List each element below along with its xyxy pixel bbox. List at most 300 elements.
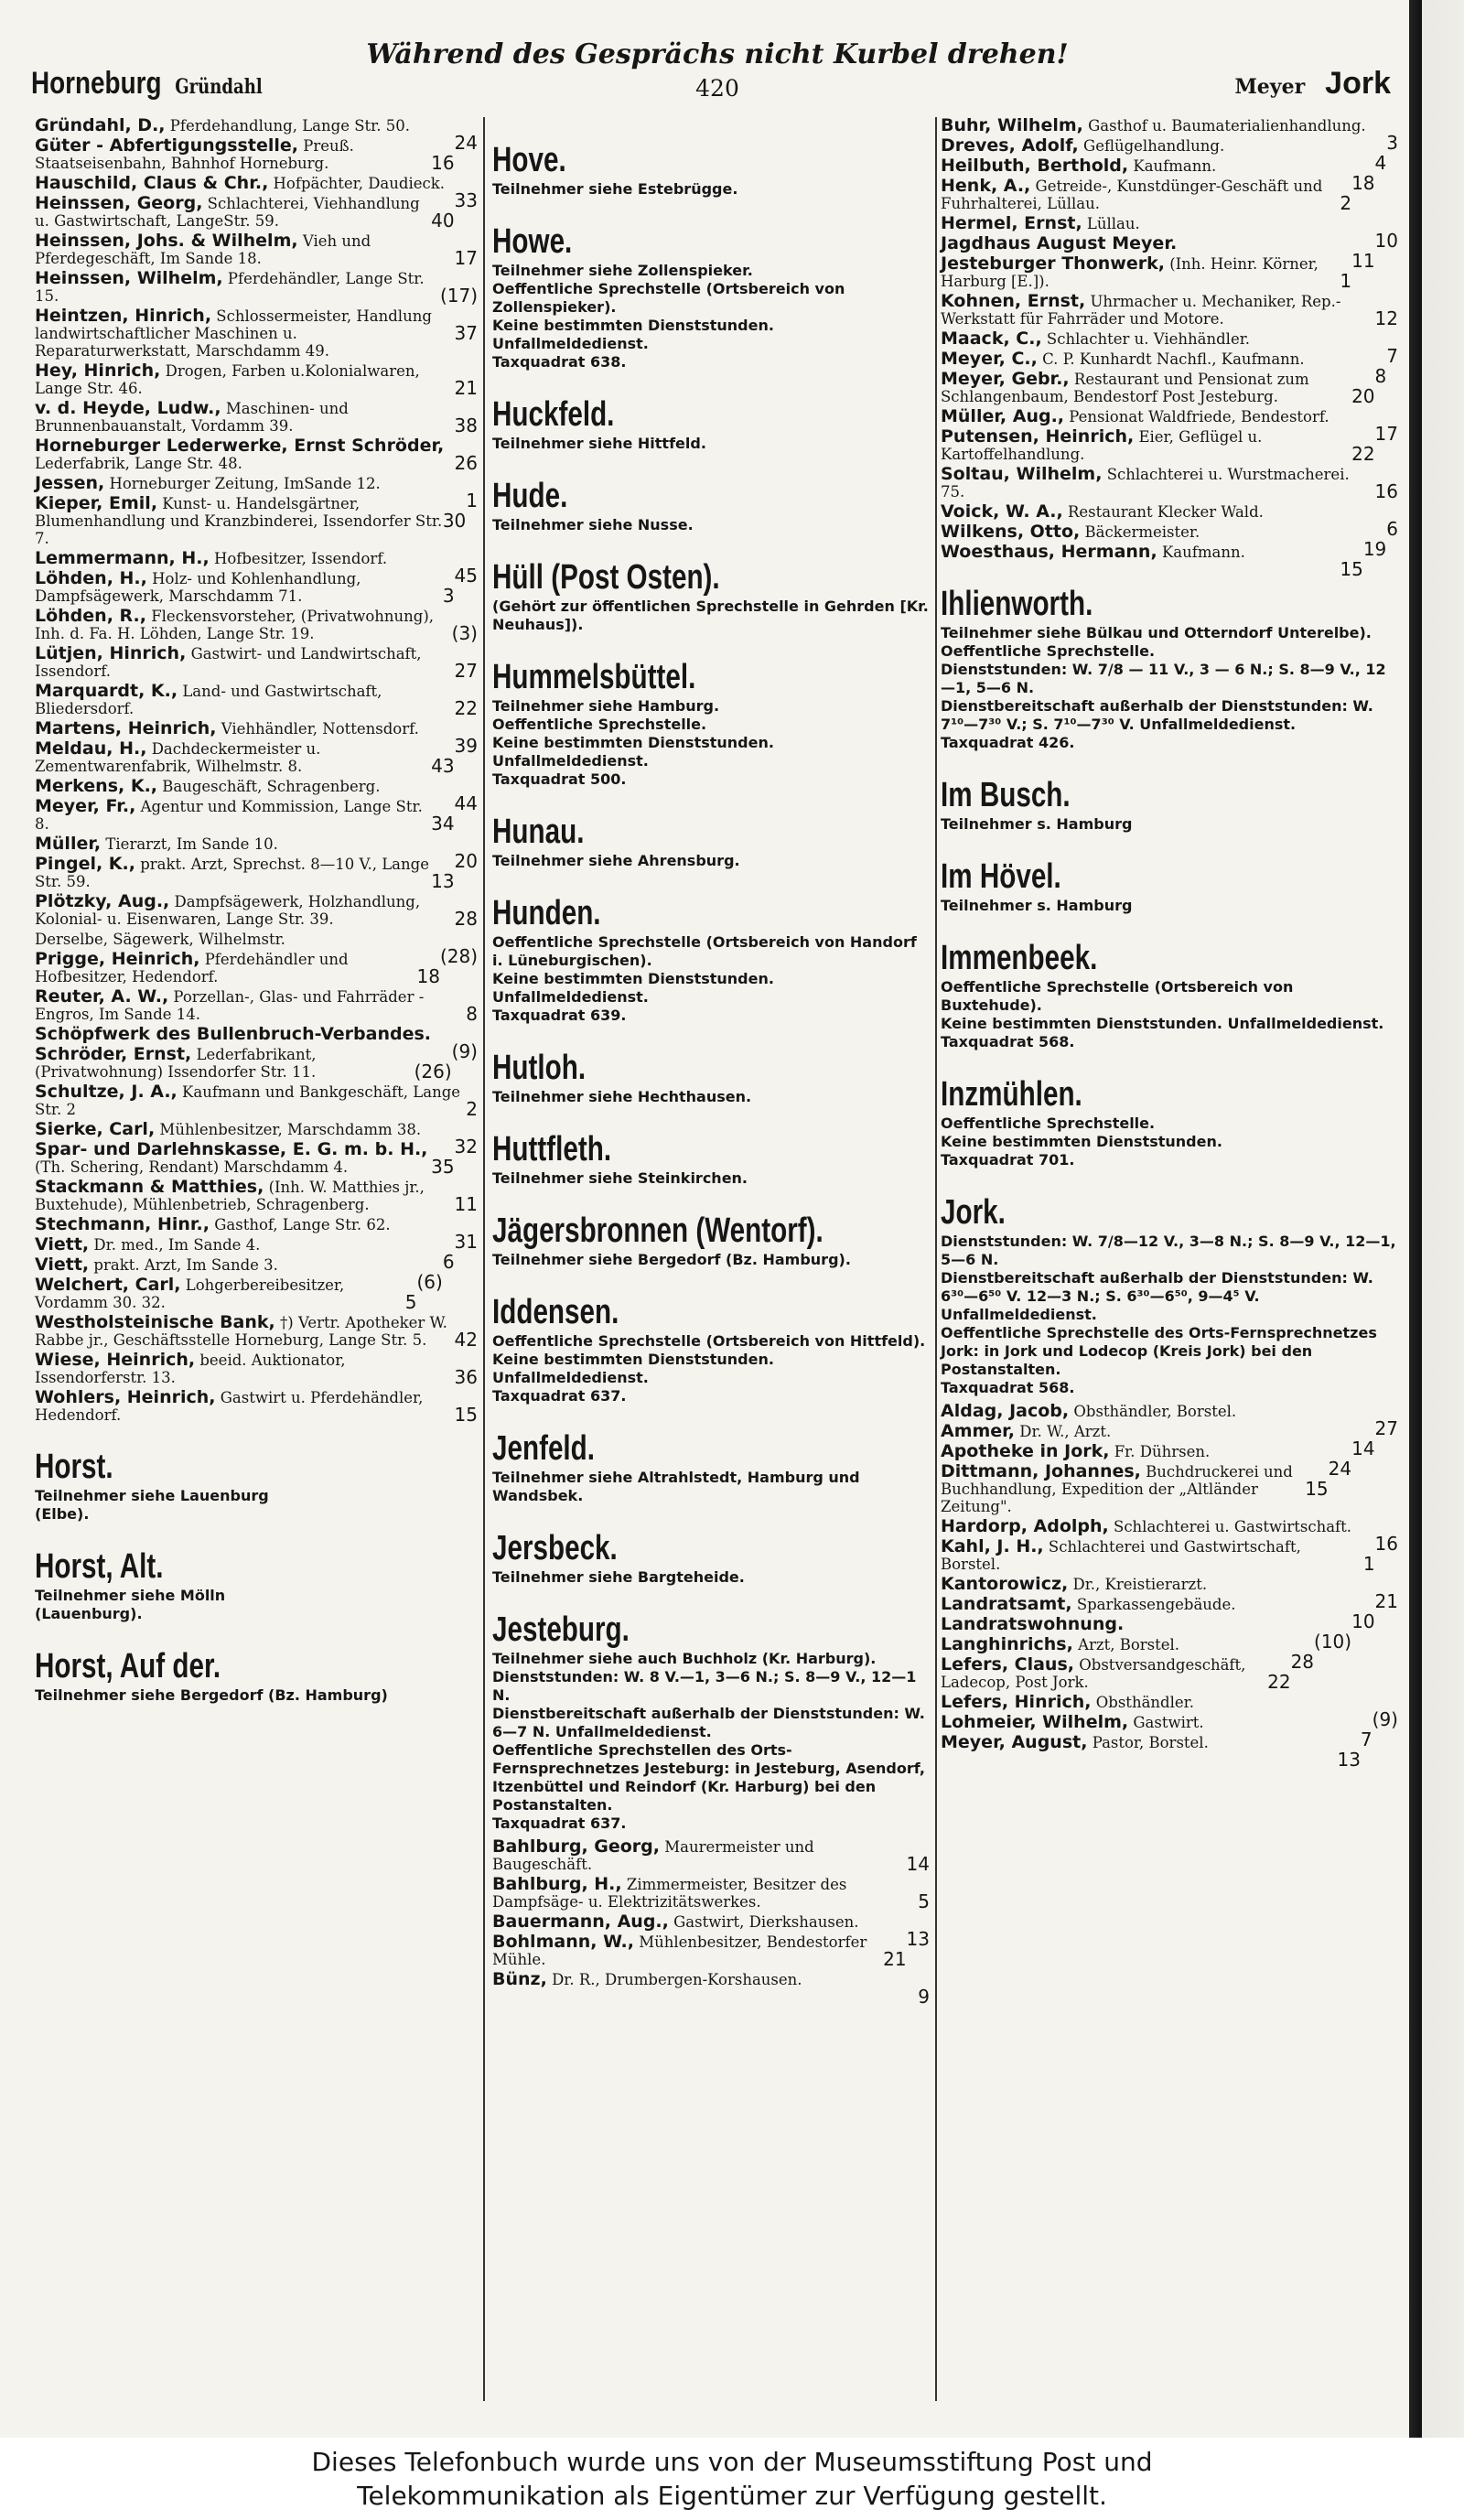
phone-number: 12 xyxy=(1374,307,1398,329)
listing-details: (Inh. Heinr. Körner, Harburg [E.]). xyxy=(941,255,1319,290)
listing-name: Horneburger Lederwerke, Ernst Schröder, xyxy=(35,436,445,456)
listing-details: Schlachterei, Viehhandlung u. Gastwirtschaft, LangeStr. 59. xyxy=(35,195,420,230)
phone-number: 11 xyxy=(1351,250,1375,272)
place-info-line: Teilnehmer siehe Bergedorf (Bz. Hamburg). xyxy=(492,1251,851,1268)
place-info-line: Teilnehmer siehe Hechthausen. xyxy=(492,1088,752,1105)
place-info-line: Oeffentliche Sprechstelle (Ortsbereich von Zollenspieker). xyxy=(492,280,845,316)
listing-details: Land- und Gastwirtschaft, Bliedersdorf. xyxy=(35,683,382,717)
listing-name: Buhr, Wilhelm, xyxy=(941,115,1083,135)
listing-entry xyxy=(35,1046,478,1081)
place-heading xyxy=(941,857,1398,897)
place-name: Hunden. xyxy=(492,894,601,932)
place-block xyxy=(941,1075,1398,1169)
place-name: Horst, Alt. xyxy=(35,1547,164,1586)
listing-name: Stackmann & Matthies, xyxy=(35,1177,264,1197)
listing-name: Gründahl, D., xyxy=(35,115,166,135)
listing-name: Apotheke in Jork, xyxy=(941,1441,1110,1461)
phone-number: (10) xyxy=(1314,1631,1352,1653)
listing-entry xyxy=(941,1538,1398,1573)
listing-entry xyxy=(492,1876,930,1911)
place-block xyxy=(35,1647,478,1705)
place-info-line: Oeffentliche Sprechstelle des Orts-Fernsprechnetzes Jork: in Jork und Lodecop (Kreis Jork) bei den Postanstalten. xyxy=(941,1324,1377,1378)
listing-details: prakt. Arzt, Im Sande 3. xyxy=(93,1256,278,1274)
phone-number: 43 xyxy=(431,755,455,777)
place-heading xyxy=(492,894,930,933)
header-right-sub: Meyer xyxy=(1234,75,1306,99)
column-2 xyxy=(492,117,930,2006)
listing-entry xyxy=(941,542,1398,580)
listing-details: Tierarzt, Im Sande 10. xyxy=(105,835,278,853)
phone-number: 44 xyxy=(454,792,478,814)
listing-details: Schlossermeister, Handlung landwirtschaftlicher Maschinen u. Reparaturwerkstatt, Marschdamm 49. xyxy=(35,307,432,360)
phone-number: 14 xyxy=(1351,1438,1375,1459)
listing-details: Getreide-, Kunstdünger-Geschäft und Fuhrhalterei, Lüllau. xyxy=(941,178,1323,212)
phone-number: 35 xyxy=(431,1156,455,1178)
listing-name: Jesteburger Thonwerk, xyxy=(941,253,1165,274)
place-note: Teilnehmer siehe Lauenburg xyxy=(35,1487,269,1504)
listing-details: Arzt, Borstel. xyxy=(1078,1636,1180,1653)
listing-entry xyxy=(492,1969,930,2008)
place-name: Immenbeek. xyxy=(941,939,1098,977)
listing-details: Porzellan-, Glas- und Fahrräder - Engros, Im Sande 14. xyxy=(35,988,425,1023)
footer-line: Telekommunikation als Eigentümer zur Verfügung gestellt. xyxy=(357,2481,1107,2511)
listing-name: Prigge, Heinrich, xyxy=(35,949,200,969)
place-heading xyxy=(941,585,1398,624)
phone-number: 24 xyxy=(454,132,478,154)
listing-entry xyxy=(35,735,478,777)
phone-number: 38 xyxy=(454,415,478,436)
listing-name: Bahlburg, H., xyxy=(492,1874,622,1894)
listing-entry xyxy=(941,293,1398,328)
listing-details: Obsthändler. xyxy=(1095,1694,1194,1711)
listing-entry xyxy=(35,856,478,890)
phone-number: 14 xyxy=(906,1853,930,1875)
place-heading xyxy=(941,1075,1398,1115)
place-info-line: Oeffentliche Sprechstellen des Orts-Fernsprechnetzes Jesteburg: in Jesteburg, Asendorf, Itzenbüttel und Reindorf (Kr. Harburg) bei den Postanstalten. xyxy=(492,1741,925,1814)
place-heading xyxy=(492,1212,930,1251)
listing-name: Meyer, August, xyxy=(941,1732,1088,1752)
phone-number: 42 xyxy=(454,1329,478,1351)
listing-details: Bäckermeister. xyxy=(1084,523,1200,541)
listing-entry xyxy=(35,798,478,833)
listing-name: Jessen, xyxy=(35,473,105,493)
listing-entry xyxy=(35,1314,478,1349)
listing-name: Voick, W. A., xyxy=(941,501,1063,522)
listing-details: Dr. W., Arzt. xyxy=(1019,1423,1112,1440)
listing-name: Bauermann, Aug., xyxy=(492,1912,669,1932)
place-heading xyxy=(35,1647,478,1686)
place-note: (Elbe). xyxy=(35,1505,90,1523)
listing-details: Zimmermeister, Besitzer des Dampfsäge- u. Elektrizitätswerkes. xyxy=(492,1876,847,1911)
phone-number: 9 xyxy=(918,1986,930,2008)
listing-name: Hauschild, Claus & Chr., xyxy=(35,173,269,193)
place-info-line: Taxquadrat 568. xyxy=(941,1033,1075,1050)
page-edge xyxy=(1409,0,1464,2438)
phone-number: 20 xyxy=(454,850,478,872)
place-name: Ihlienworth. xyxy=(941,585,1093,623)
listing-entry xyxy=(941,428,1398,463)
phone-number: 5 xyxy=(918,1890,930,1912)
listing-entry xyxy=(35,1083,478,1118)
phone-number: 10 xyxy=(1351,1610,1375,1632)
phone-number: 18 xyxy=(416,965,440,987)
place-block xyxy=(492,558,930,634)
place-info-line: Keine bestimmten Dienststunden. Unfallmeldedienst. xyxy=(492,734,774,770)
place-name: Horst. xyxy=(35,1448,113,1486)
listing-name: Lemmermann, H., xyxy=(35,548,210,568)
listing-entry xyxy=(35,570,478,605)
place-info-line: Teilnehmer siehe auch Buchholz (Kr. Harburg). xyxy=(492,1650,877,1667)
phone-number: 20 xyxy=(1351,385,1375,407)
place-name: Hummelsbüttel. xyxy=(492,658,696,696)
listing-name: Landratswohnung. xyxy=(941,1614,1125,1634)
place-block xyxy=(492,477,930,534)
listing-entry xyxy=(35,608,478,642)
listing-name: Plötzky, Aug., xyxy=(35,891,170,911)
place-info-line: Dienstbereitschaft außerhalb der Dienststunden: W. 6³⁰—6⁵⁰ V. 12—3 N.; S. 6³⁰—6⁵⁰, 9—4⁵ V. Unfallmeldedienst. xyxy=(941,1269,1373,1323)
listing-name: Viett, xyxy=(35,1234,90,1255)
phone-number: 17 xyxy=(454,247,478,269)
listing-name: Pingel, K., xyxy=(35,854,135,874)
listing-details: Viehhändler, Nottensdorf. xyxy=(221,720,419,738)
listing-name: Meyer, Fr., xyxy=(35,796,136,816)
listing-entry xyxy=(492,1928,930,1970)
place-heading xyxy=(492,1610,930,1650)
phone-number: 1 xyxy=(1362,1553,1375,1575)
listing-details: Derselbe, Sägewerk, Wilhelmstr. xyxy=(35,931,285,948)
listing-name: Aldag, Jacob, xyxy=(941,1401,1070,1421)
phone-number: (3) xyxy=(451,622,478,644)
place-heading xyxy=(492,1429,930,1469)
place-heading xyxy=(492,1293,930,1332)
listing-details: Dr., Kreistierarzt. xyxy=(1072,1576,1208,1593)
listing-name: Spar- und Darlehnskasse, E. G. m. b. H., xyxy=(35,1139,428,1159)
listing-name: Heinssen, Johs. & Wilhelm, xyxy=(35,231,298,251)
listing-details: Uhrmacher u. Mechaniker, Rep.-Werkstatt für Fahrräder und Motore. xyxy=(941,293,1341,328)
phone-number: 37 xyxy=(454,322,478,344)
listing-name: Martens, Heinrich, xyxy=(35,718,217,738)
phone-number: 1 xyxy=(1340,270,1352,292)
listing-entry xyxy=(35,1141,478,1176)
listing-name: Bohlmann, W., xyxy=(492,1932,634,1952)
listing-entry xyxy=(941,1732,1398,1771)
listing-entry xyxy=(35,437,478,472)
footer-line: Dieses Telefonbuch wurde uns von der Museumsstiftung Post und xyxy=(311,2447,1153,2477)
phone-number: 33 xyxy=(454,189,478,211)
listing-name: v. d. Heyde, Ludw., xyxy=(35,398,221,418)
listing-entry xyxy=(941,1656,1398,1691)
phone-number: 31 xyxy=(454,1231,478,1253)
phone-number: 13 xyxy=(431,870,455,892)
place-block xyxy=(941,1193,1398,1397)
listing-details: Gastwirt u. Pferdehändler, Hedendorf. xyxy=(35,1389,424,1424)
place-block xyxy=(35,1547,478,1623)
listing-details: Gasthof u. Baumaterialienhandlung. xyxy=(1088,117,1366,135)
phone-number: 27 xyxy=(1374,1417,1398,1439)
listing-details: Pensionat Waldfriede, Bendestorf. xyxy=(1069,408,1329,425)
place-info-line: Teilnehmer siehe Altrahlstedt, Hamburg und Wandsbek. xyxy=(492,1469,860,1504)
listing-details: (Th. Schering, Rendant) Marschdamm 4. xyxy=(35,1158,349,1176)
phone-number: 2 xyxy=(1340,192,1352,214)
listing-name: Meyer, Gebr., xyxy=(941,369,1070,389)
listing-name: Güter - Abfertigungsstelle, xyxy=(35,135,298,156)
listing-details: Gastwirt, Dierkshausen. xyxy=(673,1913,859,1931)
place-block xyxy=(492,1049,930,1106)
place-name: Hüll (Post Osten). xyxy=(492,558,720,597)
listing-name: Viett, xyxy=(35,1255,90,1275)
listing-details: (Inh. W. Matthies jr., Buxtehude), Mühlenbetrieb, Schragenberg. xyxy=(35,1179,425,1213)
listing-name: Dittmann, Johannes, xyxy=(941,1461,1141,1481)
listing-name: Wiese, Heinrich, xyxy=(35,1350,196,1370)
listing-details: Pferdehandlung, Lange Str. 50. xyxy=(169,117,410,135)
place-info-line: Teilnehmer siehe Hittfeld. xyxy=(492,435,706,452)
listing-details: Obsthändler, Borstel. xyxy=(1073,1403,1237,1420)
place-info-line: Teilnehmer siehe Ahrensburg. xyxy=(492,852,740,869)
phone-number: 40 xyxy=(431,210,455,232)
phone-number: 15 xyxy=(1340,558,1363,580)
listing-details: Dr. med., Im Sande 4. xyxy=(93,1236,261,1254)
place-heading xyxy=(941,1193,1398,1233)
place-name: Hove. xyxy=(492,141,566,179)
place-info-line: Taxquadrat 500. xyxy=(492,770,627,788)
listing-entry xyxy=(35,495,478,547)
phone-number: 6 xyxy=(1386,518,1398,540)
place-block xyxy=(492,222,930,372)
listing-details: Mühlenbesitzer, Bendestorfer Mühle. xyxy=(492,1933,867,1968)
listing-details: Sparkassengebäude. xyxy=(1076,1596,1236,1613)
listing-details: Fr. Dührsen. xyxy=(1114,1443,1211,1460)
phone-number: 32 xyxy=(454,1136,478,1158)
place-info-line: Taxquadrat 637. xyxy=(492,1387,627,1405)
listing-entry xyxy=(35,362,478,397)
place-block xyxy=(492,813,930,870)
phone-number: 6 xyxy=(442,1251,455,1273)
listing-details: Obstversandgeschäft, Ladecop, Post Jork. xyxy=(941,1656,1246,1691)
listing-entry xyxy=(35,1389,478,1424)
listing-details: Mühlenbesitzer, Marschdamm 38. xyxy=(159,1121,422,1138)
listing-entry xyxy=(35,988,478,1023)
listing-details: Pferdehändler und Hofbesitzer, Hedendorf. xyxy=(35,951,349,985)
phone-number: 8 xyxy=(1374,365,1387,387)
place-name: Hutloh. xyxy=(492,1049,587,1087)
phone-number: 34 xyxy=(431,813,455,835)
phone-number: 15 xyxy=(454,1404,478,1426)
place-name: Jenfeld. xyxy=(492,1429,596,1468)
listing-details: Preuß. Staatseisenbahn, Bahnhof Horneburg. xyxy=(35,137,354,172)
listing-name: Westholsteinische Bank, xyxy=(35,1312,275,1332)
phone-number: 18 xyxy=(1351,172,1375,194)
place-heading xyxy=(35,1547,478,1587)
phone-number: 15 xyxy=(1305,1478,1329,1500)
phone-number: 7 xyxy=(1386,345,1398,367)
listing-details: Eier, Geflügel u. Kartoffelhandlung. xyxy=(941,428,1263,463)
place-info-line: Taxquadrat 568. xyxy=(941,1379,1075,1396)
listing-entry xyxy=(941,250,1398,292)
column-3 xyxy=(941,117,1398,1769)
place-info-line: Oeffentliche Sprechstelle. xyxy=(941,1115,1156,1132)
listing-name: Marquardt, K., xyxy=(35,681,178,701)
phone-number: 22 xyxy=(1351,443,1375,465)
place-heading xyxy=(941,776,1398,815)
listing-name: Stechmann, Hinr., xyxy=(35,1214,210,1234)
listing-name: Heilbuth, Berthold, xyxy=(941,156,1129,176)
listing-name: Lohmeier, Wilhelm, xyxy=(941,1712,1129,1732)
place-name: Jersbeck. xyxy=(492,1529,618,1567)
phone-number: 24 xyxy=(1328,1458,1352,1480)
place-info-line: Taxquadrat 426. xyxy=(941,734,1075,751)
listing-details: Kunst- u. Handelsgärtner, Blumenhandlung und Kranzbinderei, Issendorfer Str. 7. xyxy=(35,495,443,547)
listing-name: Maack, C., xyxy=(941,328,1042,349)
place-name: Iddensen. xyxy=(492,1293,619,1331)
column-1 xyxy=(35,117,478,1710)
place-info-line: Taxquadrat 639. xyxy=(492,1007,627,1024)
listing-name: Heinssen, Wilhelm, xyxy=(35,268,223,288)
phone-number: 28 xyxy=(1290,1651,1315,1673)
phone-number: 22 xyxy=(454,697,478,719)
listing-name: Sierke, Carl, xyxy=(35,1119,156,1139)
place-block xyxy=(941,857,1398,915)
place-note: (Lauenburg). xyxy=(35,1605,143,1622)
listing-details: Maschinen- und Brunnenbauanstalt, Vordamm 39. xyxy=(35,400,349,435)
listing-name: Kantorowicz, xyxy=(941,1574,1069,1594)
listing-name: Hardorp, Adolph, xyxy=(941,1516,1109,1536)
listing-details: Restaurant und Pensionat zum Schlangenbaum, Bendestorf Post Jesteburg. xyxy=(941,371,1309,405)
listing-entry xyxy=(941,178,1398,212)
listing-name: Löhden, H., xyxy=(35,568,147,588)
listing-name: Wilkens, Otto, xyxy=(941,522,1081,542)
phone-number: (9) xyxy=(1372,1708,1398,1730)
footer-note xyxy=(0,2438,1464,2520)
listing-details: Gastwirt. xyxy=(1133,1714,1204,1731)
header-left-sub: Gründahl xyxy=(175,75,263,99)
listing-name: Hermel, Ernst, xyxy=(941,213,1082,233)
phone-number: 30 xyxy=(442,510,467,532)
page-header xyxy=(31,38,1391,110)
place-name: Hude. xyxy=(492,477,568,515)
listing-name: Kohnen, Ernst, xyxy=(941,291,1086,311)
listing-name: Ammer, xyxy=(941,1421,1015,1441)
place-note: Teilnehmer siehe Mölln xyxy=(35,1587,226,1604)
listing-details: Baugeschäft, Schragenberg. xyxy=(162,778,381,795)
place-info-line: Teilnehmer siehe Nusse. xyxy=(492,516,694,533)
place-info-line: Teilnehmer siehe Estebrügge. xyxy=(492,180,738,198)
listing-entry xyxy=(35,893,478,928)
listing-name: Bahlburg, Georg, xyxy=(492,1836,660,1857)
place-block xyxy=(941,585,1398,752)
listing-details: Lederfabrik, Lange Str. 48. xyxy=(35,455,242,472)
place-info-line: Teilnehmer siehe Hamburg. xyxy=(492,697,720,715)
place-info-line: Teilnehmer siehe Zollenspieker. xyxy=(492,262,753,279)
listing-entry xyxy=(492,1838,930,1873)
listing-entry xyxy=(35,1179,478,1213)
listing-entry xyxy=(35,1352,478,1386)
listing-details: Schlachterei u. Wurstmacherei. 75. xyxy=(941,466,1350,501)
place-name: Jork. xyxy=(941,1193,1006,1232)
place-info-line: Oeffentliche Sprechstelle. xyxy=(941,642,1156,660)
place-info-line: Dienststunden: W. 7/8 — 11 V., 3 — 6 N.; S. 8—9 V., 12—1, 5—6 N. xyxy=(941,661,1386,696)
listing-name: Heintzen, Hinrich, xyxy=(35,306,212,326)
listing-name: Schöpfwerk des Bullenbruch-Verbandes. xyxy=(35,1024,431,1044)
listing-entry xyxy=(35,951,478,985)
place-heading xyxy=(492,395,930,435)
phone-number: 21 xyxy=(883,1948,907,1970)
place-info-line: Oeffentliche Sprechstelle (Ortsbereich von Handorf i. Lüneburgischen). xyxy=(492,933,917,969)
place-block xyxy=(492,894,930,1025)
header-left-town: Horneburg xyxy=(31,66,162,101)
place-note: Teilnehmer siehe Bergedorf (Bz. Hamburg) xyxy=(35,1686,388,1704)
place-info-line: Oeffentliche Sprechstelle. xyxy=(492,716,707,733)
header-left xyxy=(31,66,263,102)
place-block xyxy=(492,395,930,453)
listing-entry xyxy=(35,270,478,305)
listing-details: Pferdehändler, Lange Str. 15. xyxy=(35,270,425,305)
page-number: 420 xyxy=(695,75,739,102)
phone-number: 22 xyxy=(1267,1671,1291,1693)
place-block xyxy=(35,1448,478,1524)
phone-number: (9) xyxy=(451,1040,478,1062)
phone-number: 16 xyxy=(431,152,455,174)
place-info-line: Oeffentliche Sprechstelle (Ortsbereich von Buxtehude). xyxy=(941,978,1294,1014)
listing-name: Welchert, Carl, xyxy=(35,1275,181,1295)
place-info-line: Keine bestimmten Dienststunden. Unfallmeldedienst. xyxy=(492,317,774,352)
listing-entry xyxy=(35,195,478,230)
phone-number: 21 xyxy=(454,377,478,399)
listing-name: Woesthaus, Hermann, xyxy=(941,542,1157,562)
listing-name: Kieper, Emil, xyxy=(35,493,158,513)
place-info-line: Teilnehmer siehe Bülkau und Otterndorf Unterelbe). xyxy=(941,624,1372,641)
listing-name: Lefers, Hinrich, xyxy=(941,1692,1092,1712)
place-info-line: Dienststunden: W. 8 V.—1, 3—6 N.; S. 8—9 V., 12—1 N. xyxy=(492,1668,917,1704)
listing-name: Heinssen, Georg, xyxy=(35,193,203,213)
place-info-line: Teilnehmer s. Hamburg xyxy=(941,897,1133,914)
place-name: Jägersbronnen (Wentorf). xyxy=(492,1212,824,1250)
place-block xyxy=(492,1130,930,1188)
place-name: Im Busch. xyxy=(941,776,1071,814)
listing-details: Drogen, Farben u.Kolonialwaren, Lange Str. 46. xyxy=(35,362,420,397)
listing-name: Lütjen, Hinrich, xyxy=(35,643,187,663)
listing-details: Holz- und Kohlenhandlung, Dampfsägewerk, Marschdamm 71. xyxy=(35,570,361,605)
listing-details: Lederfabrikant, (Privatwohnung) Issendorfer Str. 11. xyxy=(35,1046,317,1081)
place-name: Horst, Auf der. xyxy=(35,1647,221,1685)
place-block xyxy=(492,658,930,789)
listing-name: Dreves, Adolf, xyxy=(941,135,1079,156)
listing-name: Putensen, Heinrich, xyxy=(941,426,1135,447)
place-info-line: Taxquadrat 637. xyxy=(492,1815,627,1832)
place-name: Jesteburg. xyxy=(492,1610,630,1649)
phone-number: (28) xyxy=(439,945,478,967)
listing-details: Dampfsägewerk, Holzhandlung, Kolonial- u. Eisenwaren, Lange Str. 39. xyxy=(35,893,421,928)
phone-number: 21 xyxy=(1374,1590,1398,1612)
listing-name: Landratsamt, xyxy=(941,1594,1072,1614)
listing-details: Buchdruckerei und Buchhandlung, Expedition der „Altländer Zeitung". xyxy=(941,1463,1293,1515)
place-block xyxy=(492,141,930,199)
place-info-line: (Gehört zur öffentlichen Sprechstelle in Gehrden [Kr. Neuhaus]). xyxy=(492,598,929,633)
listing-details: Pastor, Borstel. xyxy=(1092,1734,1209,1751)
listing-name: Müller, Aug., xyxy=(941,406,1065,426)
place-name: Hunau. xyxy=(492,813,585,851)
column-divider xyxy=(483,117,485,2401)
place-info-line: Keine bestimmten Dienststunden. xyxy=(941,1133,1222,1150)
phone-number: 26 xyxy=(454,452,478,474)
listing-details: beeid. Auktionator, Issendorferstr. 13. xyxy=(35,1352,346,1386)
listing-name: Soltau, Wilhelm, xyxy=(941,464,1103,484)
listing-name: Hey, Hinrich, xyxy=(35,361,161,381)
phone-number: 5 xyxy=(404,1291,417,1313)
listing-details: Agentur und Kommission, Lange Str. 8. xyxy=(35,798,423,833)
listing-details: Lüllau. xyxy=(1086,215,1140,232)
place-info-line: Keine bestimmten Dienststunden. Unfallmeldedienst. xyxy=(492,1351,774,1386)
place-heading xyxy=(35,1448,478,1487)
